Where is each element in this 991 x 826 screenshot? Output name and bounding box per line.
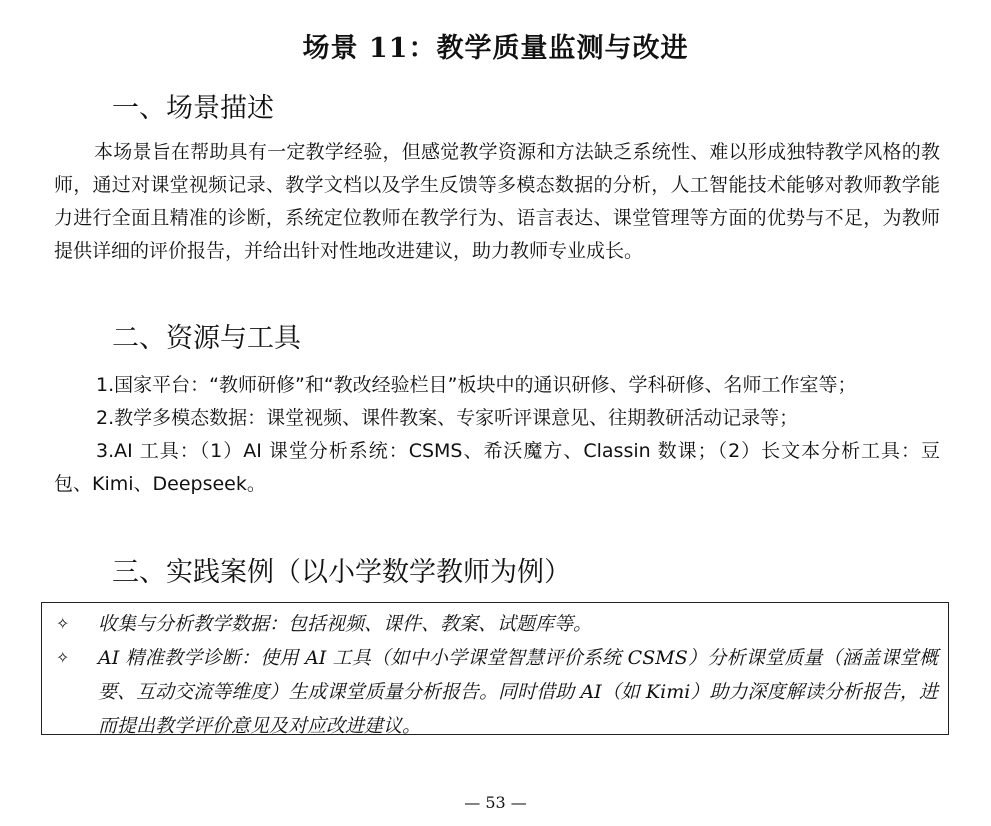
section-heading-resources: 二、资源与工具	[112, 323, 301, 354]
case-box	[41, 602, 949, 735]
resources-list	[54, 369, 940, 501]
section-heading-description: 一、场景描述	[112, 93, 274, 124]
diamond-star-icon: ✧	[56, 648, 70, 667]
section-description-body	[54, 136, 940, 268]
case-item-text: 收集与分析教学数据：包括视频、课件、教案、试题库等。	[98, 613, 593, 635]
diamond-star-icon: ✧	[56, 614, 70, 633]
page-number: — 53 —	[464, 793, 527, 812]
case-item-diagnosis	[56, 641, 938, 743]
case-item-collect	[56, 607, 938, 641]
case-item-text: AI 精准教学诊断：使用 AI 工具（如中小学课堂智慧评价系统 CSMS）分析课堂质量（涵盖课堂概要、互动交流等维度）生成课堂质量分析报告。同时借助 AI（如 Kimi）助力深度解读分析报告，进而提出教学评价意见及对应改进建议。	[98, 647, 938, 737]
resource-item-data: 2.教学多模态数据：课堂视频、课件教案、专家听评课意见、往期教研活动记录等；	[96, 407, 799, 429]
resource-item-tools: 3.AI 工具：（1）AI 课堂分析系统：CSMS、希沃魔方、Classin 数课；（2）长文本分析工具：豆包、Kimi、Deepseek。	[54, 440, 940, 495]
page-title: 场景 11：教学质量监测与改进	[302, 33, 689, 64]
section-heading-case: 三、实践案例（以小学数学教师为例）	[112, 557, 571, 588]
resource-item-platform: 1.国家平台：“教师研修”和“教改经验栏目”板块中的通识研修、学科研修、名师工作室等；	[96, 374, 857, 396]
description-paragraph: 本场景旨在帮助具有一定教学经验，但感觉教学资源和方法缺乏系统性、难以形成独特教学风格的教师，通过对课堂视频记录、教学文档以及学生反馈等多模态数据的分析，人工智能技术能够对教师教学能力进行全面且精准的诊断，系统定位教师在教学行为、语言表达、课堂管理等方面的优势与不足，为教师提供详细的评价报告，并给出针对性地改进建议，助力教师专业成长。	[54, 141, 940, 262]
